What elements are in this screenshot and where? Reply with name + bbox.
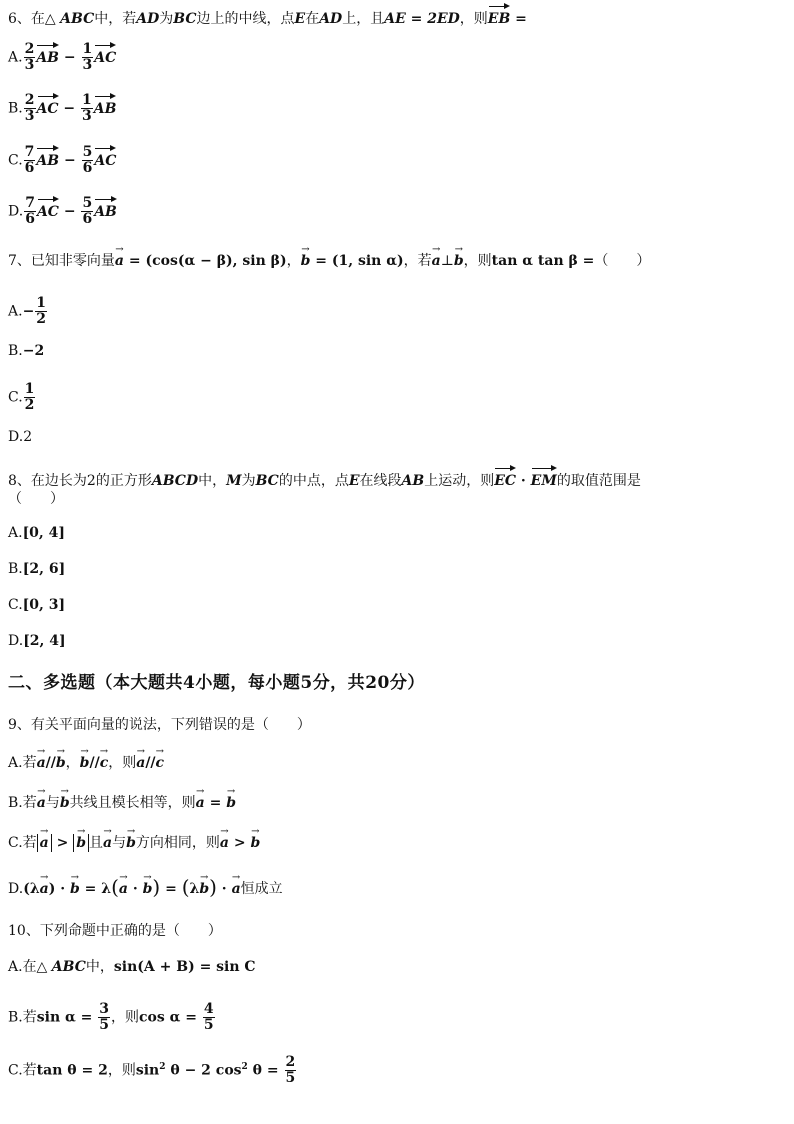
- vector-eb: EB: [488, 6, 511, 30]
- abs-value: b →: [73, 834, 89, 852]
- q7-option-d[interactable]: D.2: [8, 429, 33, 445]
- q8-option-d[interactable]: D.[2, 4]: [8, 633, 66, 649]
- q8-stem: 8、在边长为2的正方形ABCD中，M为BC的中点，点E在线段AB上运动，则EC · EM的取值范围是: [8, 468, 641, 492]
- q7-stem: 7、已知非零向量a → = (cos(α − β), sin β)，b → = (1, sin α)，若a →⊥b →，则tan α tan β =（ ）: [8, 250, 650, 272]
- abs-value: a →: [37, 834, 52, 852]
- q8-option-b[interactable]: B.[2, 6]: [8, 561, 66, 577]
- q10-option-c[interactable]: C.若tan θ = 2，则$\sin^2 \theta - 2$ $\cos^2 \theta$ = $\frac{2}{5}$: [8, 1054, 296, 1086]
- section-heading: 二、多选题（本大题共4小题，每小题5分，共20分）: [8, 673, 425, 693]
- q10-stem: 10、下列命题中正确的是（ ）: [8, 923, 222, 939]
- fraction: $\frac{4}{5}$: [203, 1001, 214, 1033]
- fraction: $\frac{1}{3}$: [82, 92, 92, 124]
- fraction: $\frac{5}{6}$: [82, 195, 93, 227]
- q9-option-c[interactable]: C.若 a → > b → 且a →与b →方向相同，则a → > b →: [8, 832, 260, 854]
- q9-option-d[interactable]: D.(λa →) · b → = λ(a → · b →) = (λb →) · a →恒成立: [8, 876, 283, 900]
- vector-em: EM: [531, 468, 557, 492]
- q9-option-a[interactable]: A.若a →//b →，b →//c →，则a →//c →: [8, 752, 164, 774]
- q8-option-c[interactable]: C.[0, 3]: [8, 597, 66, 613]
- q6-option-d[interactable]: D. $\frac{7}{6}$ AC − $\frac{5}{6}$ AB: [8, 195, 117, 227]
- q6-option-c[interactable]: C. $\frac{7}{6}$ AB − $\frac{5}{6}$ AC: [8, 144, 117, 176]
- q6-stem: 6、在△ ABC中，若AD为BC边上的中线，点E在AD上，且AE = 2ED，则EB =: [8, 6, 527, 30]
- q8-option-a[interactable]: A.[0, 4]: [8, 525, 66, 541]
- q9-stem: 9、有关平面向量的说法，下列错误的是（ ）: [8, 717, 311, 733]
- q10-option-b[interactable]: B.若sin α = $\frac{3}{5}$ ，则cos α = $\frac{4}{5}$: [8, 1001, 214, 1033]
- q7-option-b[interactable]: B.−2: [8, 343, 45, 359]
- fraction: $\frac{2}{5}$: [285, 1054, 296, 1086]
- q10-option-a[interactable]: A.在△ ABC中，sin(A + B) = sin C: [8, 959, 256, 975]
- fraction: $\frac{2}{3}$: [24, 41, 35, 73]
- q7-option-c[interactable]: C. $\frac{1}{2}$: [8, 381, 35, 413]
- q8-blank: （ ）: [8, 491, 64, 507]
- fraction: $\frac{7}{6}$: [24, 144, 35, 176]
- fraction: $\frac{2}{3}$: [24, 92, 35, 124]
- q6-option-b[interactable]: B. $\frac{2}{3}$ AC − $\frac{1}{3}$ AB: [8, 92, 117, 124]
- q6-option-a[interactable]: A. $\frac{2}{3}$ AB − $\frac{1}{3}$ AC: [8, 41, 117, 73]
- fraction: $\frac{1}{2}$: [36, 295, 47, 327]
- q7-option-a[interactable]: A.− $\frac{1}{2}$: [8, 295, 47, 327]
- vector-ec: EC: [494, 468, 516, 492]
- fraction: $\frac{5}{6}$: [82, 144, 93, 176]
- fraction: $\frac{1}{2}$: [24, 381, 35, 413]
- fraction: $\frac{1}{3}$: [82, 41, 93, 73]
- q9-option-b[interactable]: B.若a →与b →共线且模长相等，则a → = b →: [8, 792, 236, 814]
- fraction: $\frac{7}{6}$: [25, 195, 35, 227]
- fraction: $\frac{3}{5}$: [99, 1001, 110, 1033]
